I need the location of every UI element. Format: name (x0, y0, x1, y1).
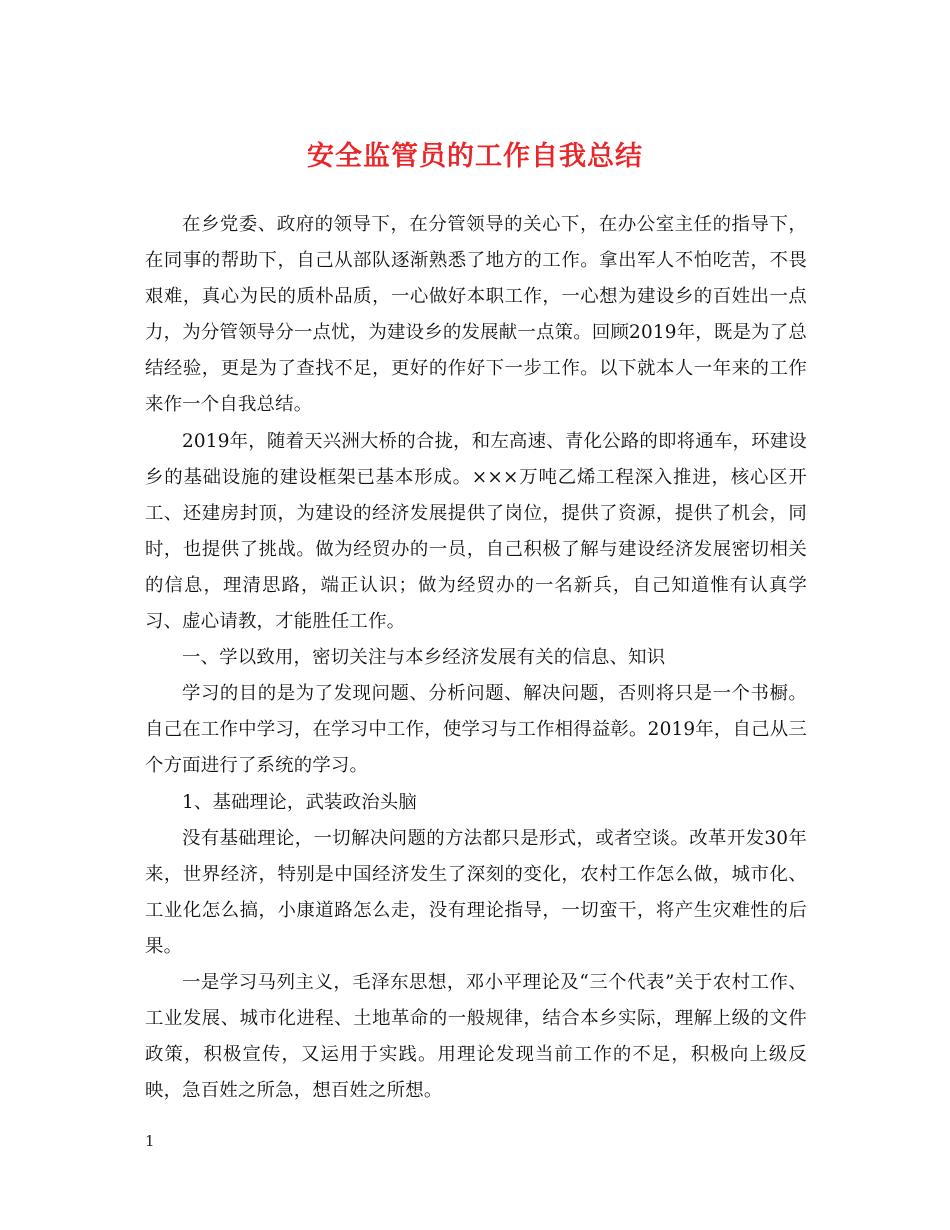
section-heading-1: 一、学以致用，密切关注与本乡经济发展有关的信息、知识 (182, 647, 666, 669)
page-number: 1 (145, 1132, 155, 1150)
subsection-heading-1: 1、基础理论，武装政治头脑 (182, 791, 417, 813)
paragraph-learning-purpose: 学习的目的是为了发现问题、分析问题、解决问题，否则将只是一个书橱。自己在工作中学习，在学习中工作，使学习与工作相得益彰。2019年，自己从三个方面进行了系统的学习。 (145, 683, 807, 777)
paragraph-basic-theory: 没有基础理论，一切解决问题的方法都只是形式，或者空谈。改革开发30年来，世界经济，特别是中国经济发生了深刻的变化，农村工作怎么做，城市化、工业化怎么搞，小康道路怎么走，没有理论指导，一切蛮干，将产生灾难性的后果。 (145, 827, 807, 957)
document-title: 安全监管员的工作自我总结 (307, 141, 643, 172)
document-body (145, 207, 807, 1109)
paragraph-background: 2019年，随着天兴洲大桥的合拢，和左高速、青化公路的即将通车，环建设乡的基础设施的建设框架已基本形成。×××万吨乙烯工程深入推进，核心区开工、还建房封顶，为建设的经济发展提供了岗位，提供了资源，提供了机会，同时，也提供了挑战。做为经贸办的一员，自己积极了解与建设经济发展密切相关的信息，理清思路，端正认识；做为经贸办的一名新兵，自己知道惟有认真学习、虚心请教，才能胜任工作。 (145, 430, 807, 633)
paragraph-first-point: 一是学习马列主义，毛泽东思想，邓小平理论及“三个代表”关于农村工作、工业发展、城市化进程、土地革命的一般规律，结合本乡实际，理解上级的文件政策，积极宣传，又运用于实践。用理论发现当前工作的不足，积极向上级反映，急百姓之所急，想百姓之所想。 (145, 971, 807, 1102)
paragraph-intro: 在乡党委、政府的领导下，在分管领导的关心下，在办公室主任的指导下，在同事的帮助下，自己从部队逐渐熟悉了地方的工作。拿出军人不怕吃苦，不畏艰难，真心为民的质朴品质，一心做好本职工作，一心想为建设乡的百姓出一点力，为分管领导分一点忧，为建设乡的发展献一点策。回顾2019年，既是为了总结经验，更是为了查找不足，更好的作好下一步工作。以下就本人一年来的工作来作一个自我总结。 (145, 214, 807, 416)
